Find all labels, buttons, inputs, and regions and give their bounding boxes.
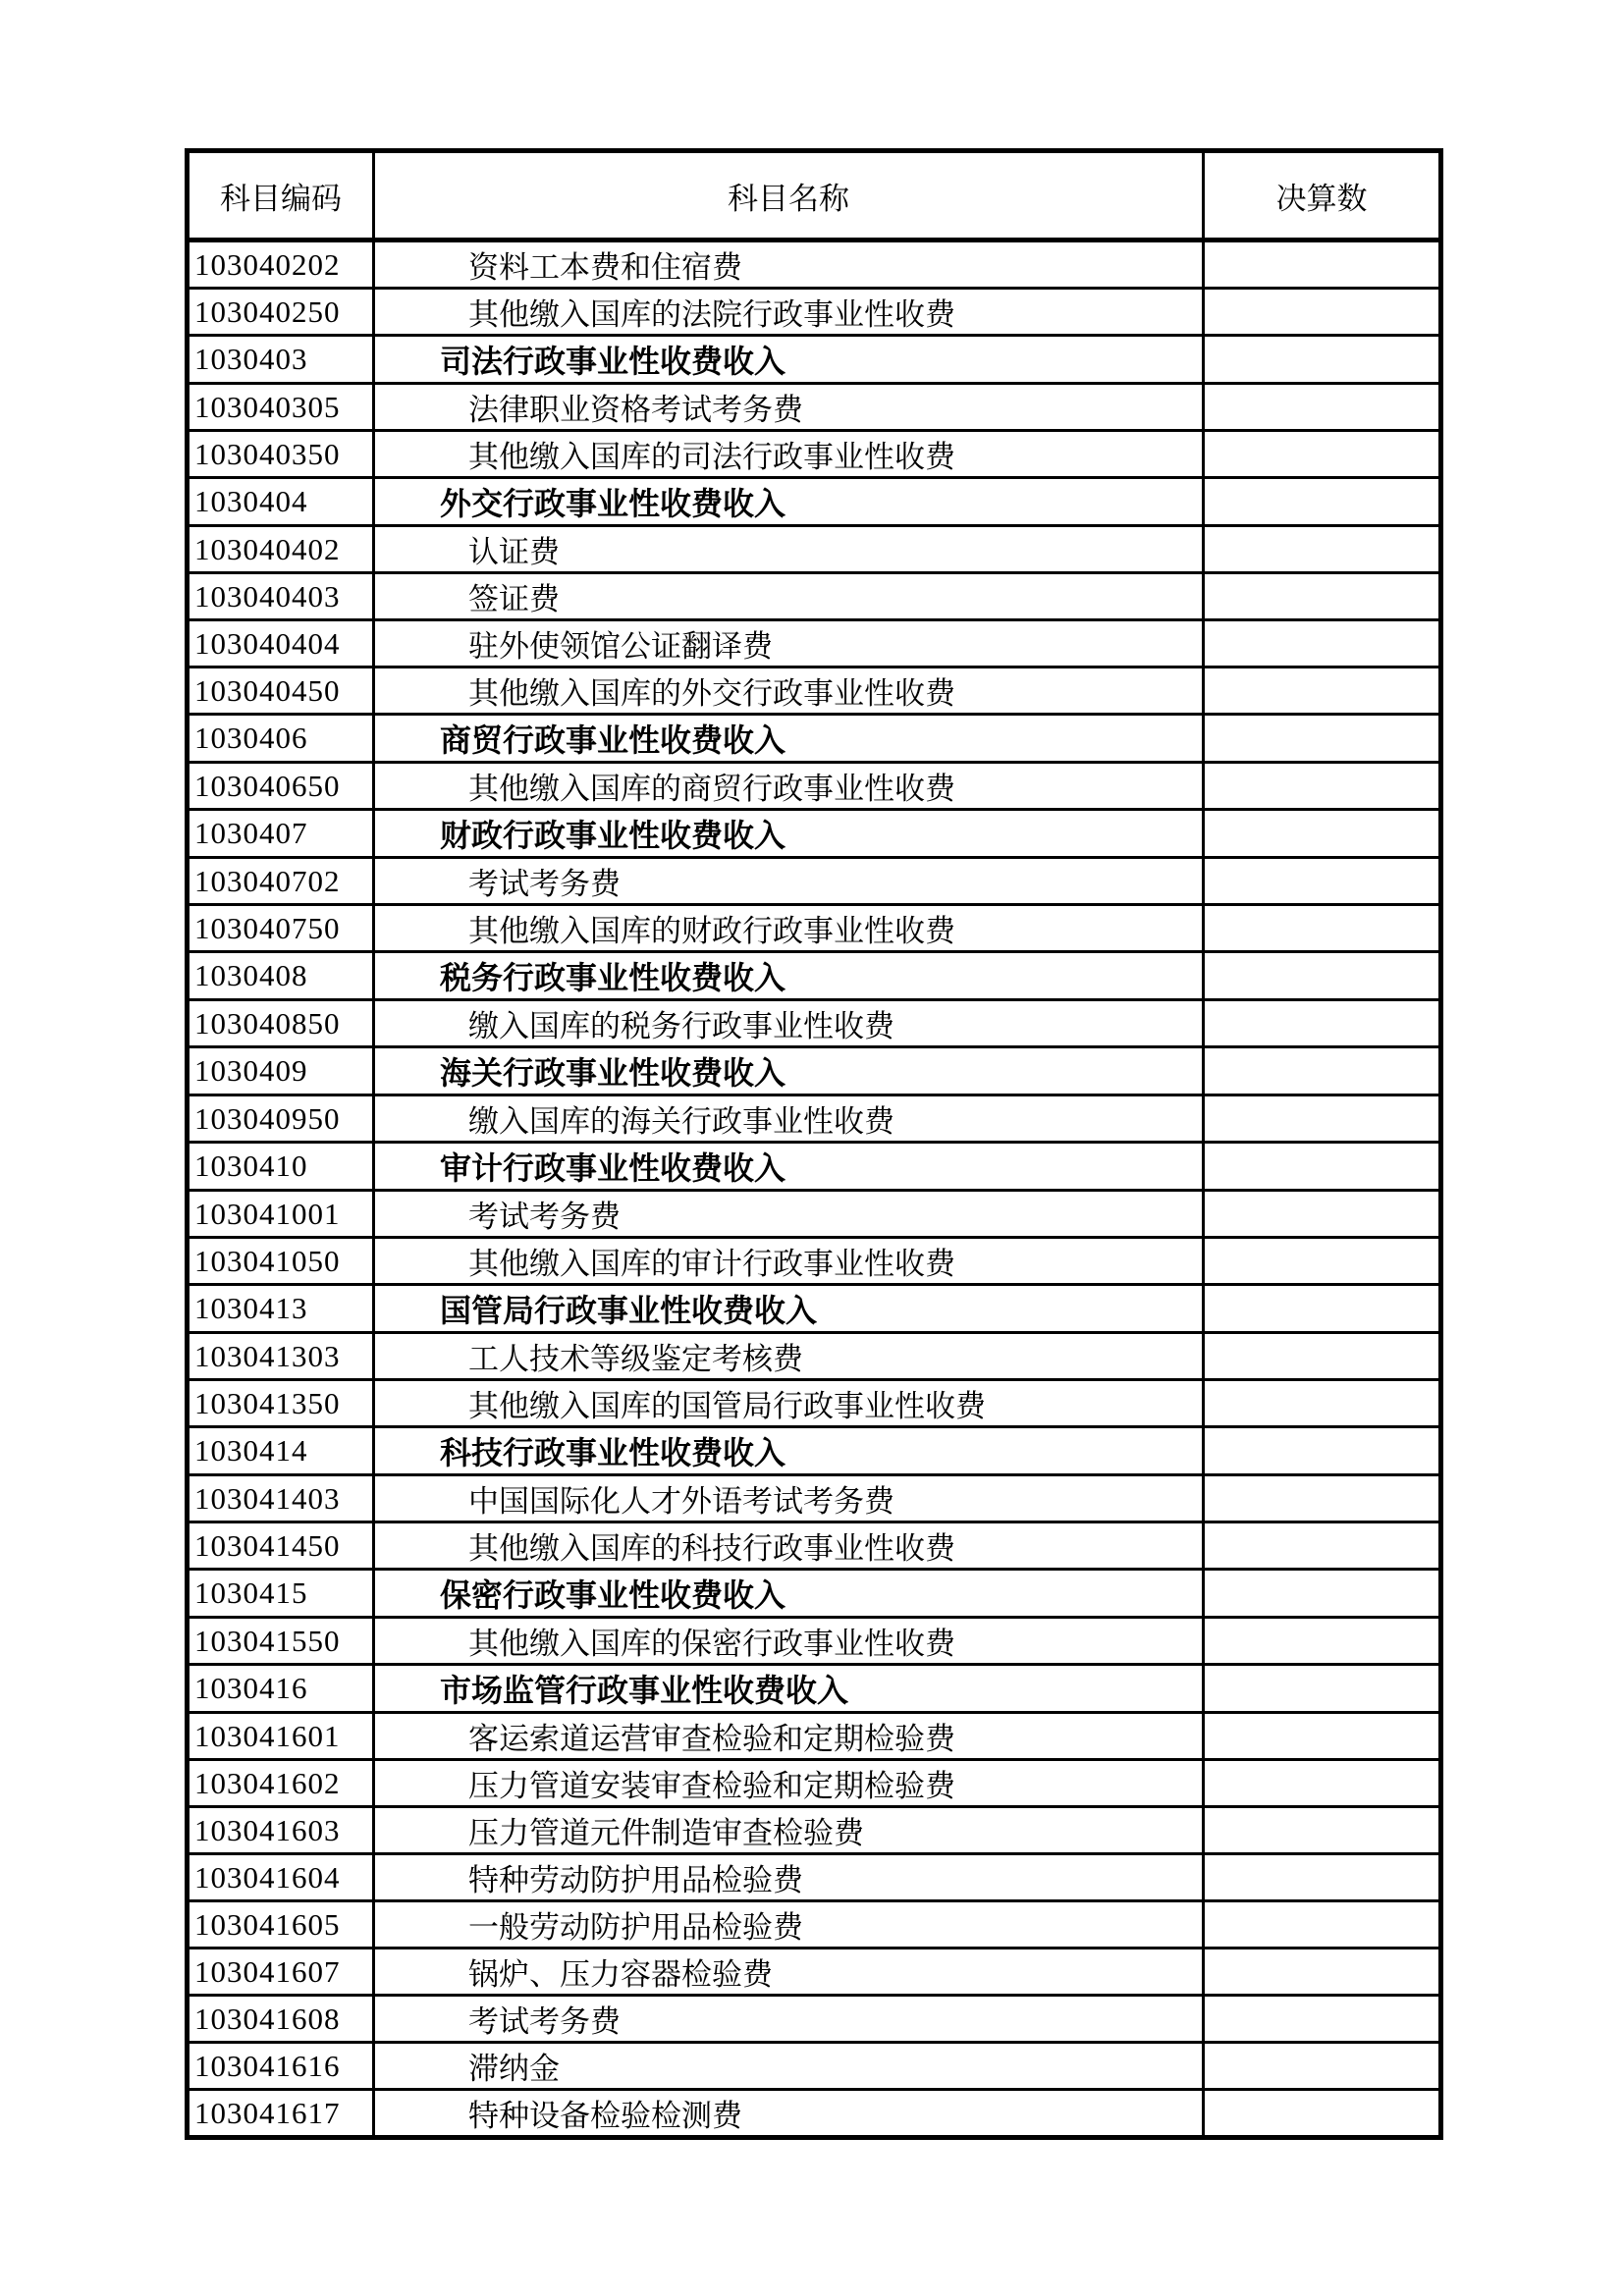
subject-code-cell: 103040950 (188, 1095, 374, 1143)
subject-name-cell: 缴入国库的税务行政事业性收费 (374, 1000, 1204, 1047)
final-amount-cell (1204, 763, 1441, 810)
subject-code-cell: 103041601 (188, 1713, 374, 1760)
subject-name-cell: 压力管道安装审查检验和定期检验费 (374, 1760, 1204, 1807)
table-row (188, 478, 1441, 526)
final-amount-cell (1204, 1522, 1441, 1570)
subject-name-cell: 市场监管行政事业性收费收入 (374, 1665, 1204, 1713)
table-row (188, 431, 1441, 478)
subject-code-cell: 103041350 (188, 1380, 374, 1427)
table-row (188, 1996, 1441, 2043)
header-final-amount: 决算数 (1204, 151, 1441, 240)
table-row (188, 1427, 1441, 1475)
final-amount-cell (1204, 289, 1441, 336)
subject-code-cell: 1030408 (188, 952, 374, 1000)
fiscal-table (185, 148, 1443, 2140)
subject-code-cell: 103040702 (188, 858, 374, 905)
table-row (188, 526, 1441, 573)
subject-name-cell: 其他缴入国库的外交行政事业性收费 (374, 667, 1204, 715)
final-amount-cell (1204, 952, 1441, 1000)
final-amount-cell (1204, 1191, 1441, 1238)
table-row (188, 1901, 1441, 1949)
subject-name-cell: 外交行政事业性收费收入 (374, 478, 1204, 526)
final-amount-cell (1204, 1570, 1441, 1618)
table-row (188, 620, 1441, 667)
subject-code-cell: 1030413 (188, 1285, 374, 1333)
table-row (188, 1618, 1441, 1665)
table-row (188, 905, 1441, 952)
header-subject-code: 科目编码 (188, 151, 374, 240)
subject-name-cell: 考试考务费 (374, 1191, 1204, 1238)
subject-name-cell: 其他缴入国库的商贸行政事业性收费 (374, 763, 1204, 810)
subject-name-cell: 中国国际化人才外语考试考务费 (374, 1475, 1204, 1522)
table-row (188, 289, 1441, 336)
final-amount-cell (1204, 1949, 1441, 1996)
final-amount-cell (1204, 573, 1441, 620)
subject-name-cell: 审计行政事业性收费收入 (374, 1143, 1204, 1191)
subject-name-cell: 缴入国库的海关行政事业性收费 (374, 1095, 1204, 1143)
subject-code-cell: 103040250 (188, 289, 374, 336)
final-amount-cell (1204, 905, 1441, 952)
final-amount-cell (1204, 1996, 1441, 2043)
table-row (188, 573, 1441, 620)
subject-name-cell: 其他缴入国库的法院行政事业性收费 (374, 289, 1204, 336)
subject-name-cell: 工人技术等级鉴定考核费 (374, 1333, 1204, 1380)
subject-code-cell: 103041403 (188, 1475, 374, 1522)
table-row (188, 1713, 1441, 1760)
subject-name-cell: 滞纳金 (374, 2043, 1204, 2090)
subject-name-cell: 税务行政事业性收费收入 (374, 952, 1204, 1000)
subject-code-cell: 103040350 (188, 431, 374, 478)
final-amount-cell (1204, 1807, 1441, 1854)
final-amount-cell (1204, 810, 1441, 858)
subject-code-cell: 1030407 (188, 810, 374, 858)
subject-name-cell: 司法行政事业性收费收入 (374, 336, 1204, 384)
subject-name-cell: 科技行政事业性收费收入 (374, 1427, 1204, 1475)
final-amount-cell (1204, 336, 1441, 384)
final-amount-cell (1204, 1854, 1441, 1901)
table-row (188, 1475, 1441, 1522)
table-row (188, 1807, 1441, 1854)
table-row (188, 952, 1441, 1000)
final-amount-cell (1204, 1380, 1441, 1427)
subject-code-cell: 1030416 (188, 1665, 374, 1713)
final-amount-cell (1204, 1095, 1441, 1143)
final-amount-cell (1204, 1901, 1441, 1949)
header-row (188, 151, 1441, 240)
subject-code-cell: 1030406 (188, 715, 374, 763)
subject-name-cell: 驻外使领馆公证翻译费 (374, 620, 1204, 667)
final-amount-cell (1204, 1047, 1441, 1095)
subject-code-cell: 103041608 (188, 1996, 374, 2043)
table-row (188, 1095, 1441, 1143)
table-row (188, 667, 1441, 715)
table-row (188, 384, 1441, 431)
table-row (188, 2090, 1441, 2138)
table-row (188, 763, 1441, 810)
subject-code-cell: 103041303 (188, 1333, 374, 1380)
subject-name-cell: 财政行政事业性收费收入 (374, 810, 1204, 858)
table-row (188, 1333, 1441, 1380)
final-amount-cell (1204, 526, 1441, 573)
subject-code-cell: 103041050 (188, 1238, 374, 1285)
final-amount-cell (1204, 1713, 1441, 1760)
subject-name-cell: 其他缴入国库的国管局行政事业性收费 (374, 1380, 1204, 1427)
subject-code-cell: 103040404 (188, 620, 374, 667)
subject-code-cell: 1030404 (188, 478, 374, 526)
table-row (188, 1143, 1441, 1191)
final-amount-cell (1204, 1000, 1441, 1047)
subject-name-cell: 认证费 (374, 526, 1204, 573)
subject-code-cell: 103040402 (188, 526, 374, 573)
subject-name-cell: 考试考务费 (374, 1996, 1204, 2043)
subject-name-cell: 其他缴入国库的保密行政事业性收费 (374, 1618, 1204, 1665)
table-row (188, 2043, 1441, 2090)
final-amount-cell (1204, 1238, 1441, 1285)
subject-code-cell: 103040305 (188, 384, 374, 431)
final-amount-cell (1204, 2043, 1441, 2090)
final-amount-cell (1204, 431, 1441, 478)
table-row (188, 1380, 1441, 1427)
subject-name-cell: 其他缴入国库的财政行政事业性收费 (374, 905, 1204, 952)
subject-code-cell: 103041604 (188, 1854, 374, 1901)
subject-code-cell: 103041001 (188, 1191, 374, 1238)
subject-code-cell: 103040202 (188, 240, 374, 289)
final-amount-cell (1204, 1475, 1441, 1522)
subject-code-cell: 1030410 (188, 1143, 374, 1191)
subject-name-cell: 锅炉、压力容器检验费 (374, 1949, 1204, 1996)
table-row (188, 336, 1441, 384)
subject-name-cell: 法律职业资格考试考务费 (374, 384, 1204, 431)
final-amount-cell (1204, 620, 1441, 667)
subject-code-cell: 103041602 (188, 1760, 374, 1807)
final-amount-cell (1204, 384, 1441, 431)
final-amount-cell (1204, 1333, 1441, 1380)
subject-code-cell: 103040850 (188, 1000, 374, 1047)
subject-name-cell: 其他缴入国库的科技行政事业性收费 (374, 1522, 1204, 1570)
final-amount-cell (1204, 1618, 1441, 1665)
final-amount-cell (1204, 1143, 1441, 1191)
final-amount-cell (1204, 1285, 1441, 1333)
table-row (188, 1191, 1441, 1238)
subject-code-cell: 103041605 (188, 1901, 374, 1949)
subject-name-cell: 考试考务费 (374, 858, 1204, 905)
final-amount-cell (1204, 715, 1441, 763)
table-row (188, 1854, 1441, 1901)
subject-code-cell: 103041607 (188, 1949, 374, 1996)
table-row (188, 1047, 1441, 1095)
final-amount-cell (1204, 858, 1441, 905)
table-row (188, 810, 1441, 858)
subject-code-cell: 103040403 (188, 573, 374, 620)
subject-name-cell: 其他缴入国库的司法行政事业性收费 (374, 431, 1204, 478)
subject-code-cell: 1030403 (188, 336, 374, 384)
final-amount-cell (1204, 478, 1441, 526)
subject-name-cell: 客运索道运营审查检验和定期检验费 (374, 1713, 1204, 1760)
table-row (188, 1760, 1441, 1807)
final-amount-cell (1204, 1665, 1441, 1713)
subject-code-cell: 103040450 (188, 667, 374, 715)
subject-code-cell: 103041616 (188, 2043, 374, 2090)
final-amount-cell (1204, 240, 1441, 289)
subject-name-cell: 保密行政事业性收费收入 (374, 1570, 1204, 1618)
subject-name-cell: 商贸行政事业性收费收入 (374, 715, 1204, 763)
subject-code-cell: 1030409 (188, 1047, 374, 1095)
table-row (188, 1000, 1441, 1047)
subject-name-cell: 其他缴入国库的审计行政事业性收费 (374, 1238, 1204, 1285)
final-amount-cell (1204, 2090, 1441, 2138)
subject-code-cell: 1030414 (188, 1427, 374, 1475)
subject-name-cell: 国管局行政事业性收费收入 (374, 1285, 1204, 1333)
subject-name-cell: 一般劳动防护用品检验费 (374, 1901, 1204, 1949)
subject-code-cell: 103040750 (188, 905, 374, 952)
subject-name-cell: 特种设备检验检测费 (374, 2090, 1204, 2138)
subject-name-cell: 特种劳动防护用品检验费 (374, 1854, 1204, 1901)
final-amount-cell (1204, 667, 1441, 715)
subject-code-cell: 103040650 (188, 763, 374, 810)
table-row (188, 240, 1441, 289)
subject-code-cell: 103041617 (188, 2090, 374, 2138)
table-row (188, 1238, 1441, 1285)
table-row (188, 1522, 1441, 1570)
table-row (188, 1570, 1441, 1618)
table-row (188, 858, 1441, 905)
subject-name-cell: 签证费 (374, 573, 1204, 620)
subject-code-cell: 103041450 (188, 1522, 374, 1570)
table-row (188, 1665, 1441, 1713)
subject-code-cell: 1030415 (188, 1570, 374, 1618)
subject-code-cell: 103041603 (188, 1807, 374, 1854)
subject-code-cell: 103041550 (188, 1618, 374, 1665)
table-row (188, 1949, 1441, 1996)
subject-name-cell: 压力管道元件制造审查检验费 (374, 1807, 1204, 1854)
subject-name-cell: 资料工本费和住宿费 (374, 240, 1204, 289)
subject-name-cell: 海关行政事业性收费收入 (374, 1047, 1204, 1095)
table-row (188, 1285, 1441, 1333)
final-amount-cell (1204, 1427, 1441, 1475)
final-amount-cell (1204, 1760, 1441, 1807)
table-row (188, 715, 1441, 763)
header-subject-name: 科目名称 (374, 151, 1204, 240)
